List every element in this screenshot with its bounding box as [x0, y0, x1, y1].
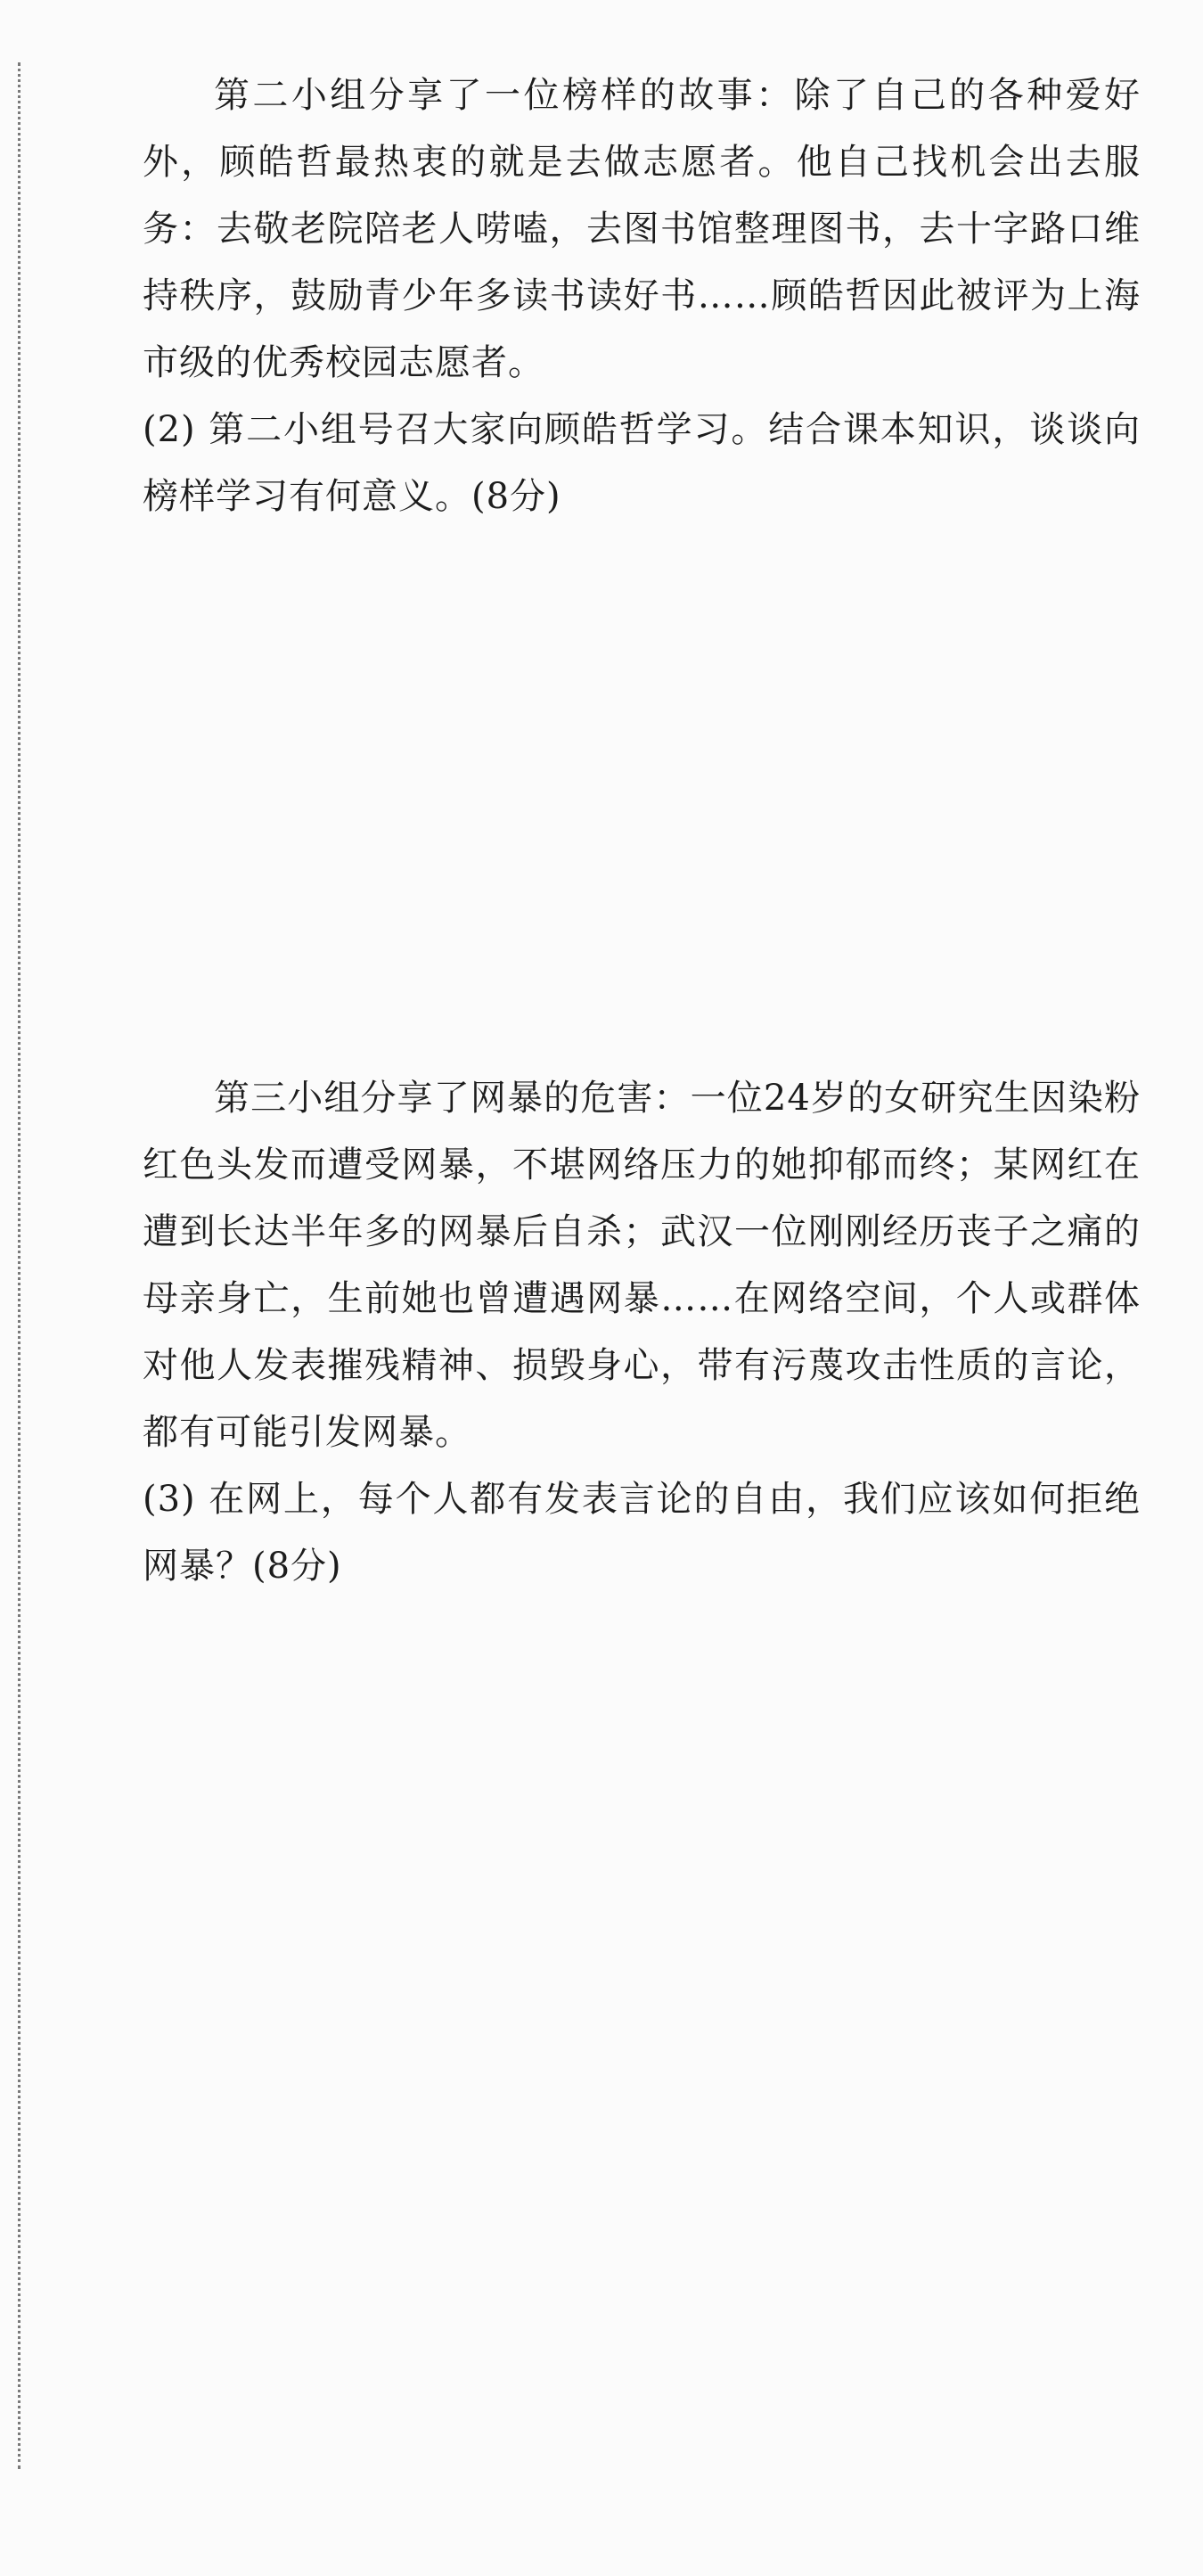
story-paragraph: 第二小组分享了一位榜样的故事：除了自己的各种爱好外，顾皓哲最热衷的就是去做志愿者。他自己找机会出去服务：去敬老院陪老人唠嗑，去图书馆整理图书，去十字路口维持秩序，鼓励青少年多读书读好书……顾皓哲因此被评为上海市级的优秀校园志愿者。 [143, 75, 1141, 383]
binding-dotted-line [18, 62, 20, 2469]
question-3: (3) 在网上，每个人都有发表言论的自由，我们应该如何拒绝网暴？(8分) [143, 1479, 1141, 1587]
section-group-three [143, 1065, 1141, 1600]
story-paragraph: 第三小组分享了网暴的危害：一位24岁的女研究生因染粉红色头发而遭受网暴，不堪网络压力的她抑郁而终；某网红在遭到长达半年多的网暴后自杀；武汉一位刚刚经历丧子之痛的母亲身亡，生前她也曾遭遇网暴……在网络空间，个人或群体对他人发表摧残精神、损毁身心，带有污蔑攻击性质的言论，都有可能引发网暴。 [143, 1078, 1141, 1453]
question-2: (2) 第二小组号召大家向顾皓哲学习。结合课本知识，谈谈向榜样学习有何意义。(8分) [143, 409, 1141, 517]
section-group-two [143, 62, 1141, 530]
